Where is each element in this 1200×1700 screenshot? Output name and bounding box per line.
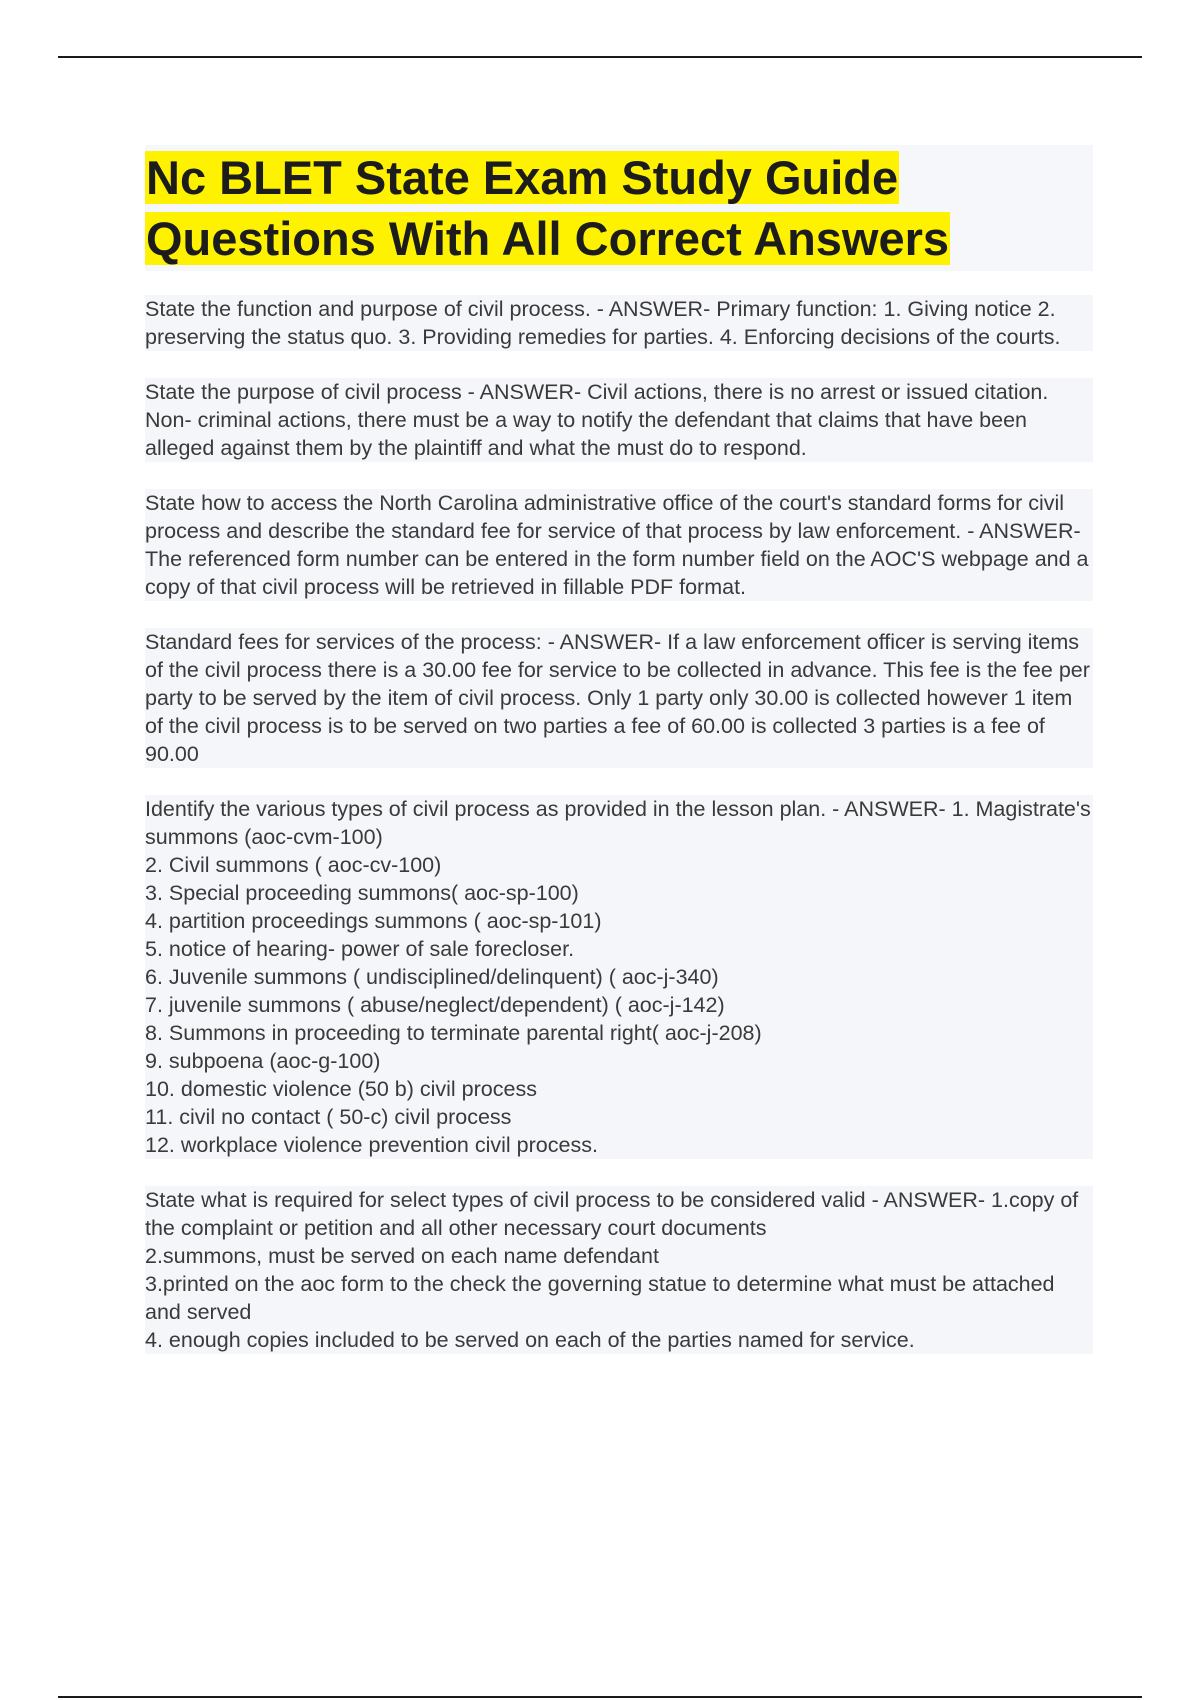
qa-entry: State the purpose of civil process - ANSWER- Civil actions, there is no arrest or issued citation. Non- criminal actions, there must be a way to notify the defendant that claims that have been alleged against them by the plaintiff and what the must do to respond. xyxy=(145,378,1093,462)
qa-entry: Standard fees for services of the process: - ANSWER- If a law enforcement officer is serving items of the civil process there is a 30.00 fee for service to be collected in advance. This fee is the fee per party to be served by the item of civil process. Only 1 party only 30.00 is collected however 1 item of the civil process is to be served on two parties a fee of 60.00 is collected 3 parties is a fee of 90.00 xyxy=(145,628,1093,768)
document-body xyxy=(145,145,1093,1381)
bottom-rule xyxy=(58,1696,1142,1698)
highlighted-title-text: Nc BLET State Exam Study Guide Questions With All Correct Answers xyxy=(146,151,950,265)
top-rule xyxy=(58,56,1142,58)
qa-entry: State how to access the North Carolina administrative office of the court's standard forms for civil process and describe the standard fee for service of that process by law enforcement. - ANSWER- The referenced form number can be entered in the form number field on the AOC'S webpage and a copy of that civil process will be retrieved in fillable PDF format. xyxy=(145,489,1093,601)
title-block xyxy=(145,145,1093,271)
qa-entry: Identify the various types of civil process as provided in the lesson plan. - ANSWER- 1. Magistrate's summons (aoc-cvm-100) 2. Civil summons ( aoc-cv-100) 3. Special proceeding summons( aoc-sp-100) 4. partition proceedings summons ( aoc-sp-101) 5. notice of hearing- power of sale forecloser. 6. Juvenile summons ( undisciplined/delinquent) ( aoc-j-340) 7. juvenile summons ( abuse/neglect/dependent) ( aoc-j-142) 8. Summons in proceeding to terminate parental right( aoc-j-208) 9. subpoena (aoc-g-100) 10. domestic violence (50 b) civil process 11. civil no contact ( 50-c) civil process 12. workplace violence prevention civil process. xyxy=(145,795,1093,1159)
qa-entry: State the function and purpose of civil process. - ANSWER- Primary function: 1. Giving notice 2. preserving the status quo. 3. Providing remedies for parties. 4. Enforcing decisions of the courts. xyxy=(145,295,1093,351)
qa-entry: State what is required for select types of civil process to be considered valid - ANSWER- 1.copy of the complaint or petition and all other necessary court documents 2.summons, must be served on each name defendant 3.printed on the aoc form to the check the governing statue to determine what must be attached and served 4. enough copies included to be served on each of the parties named for service. xyxy=(145,1186,1093,1354)
document-title xyxy=(145,147,1093,269)
